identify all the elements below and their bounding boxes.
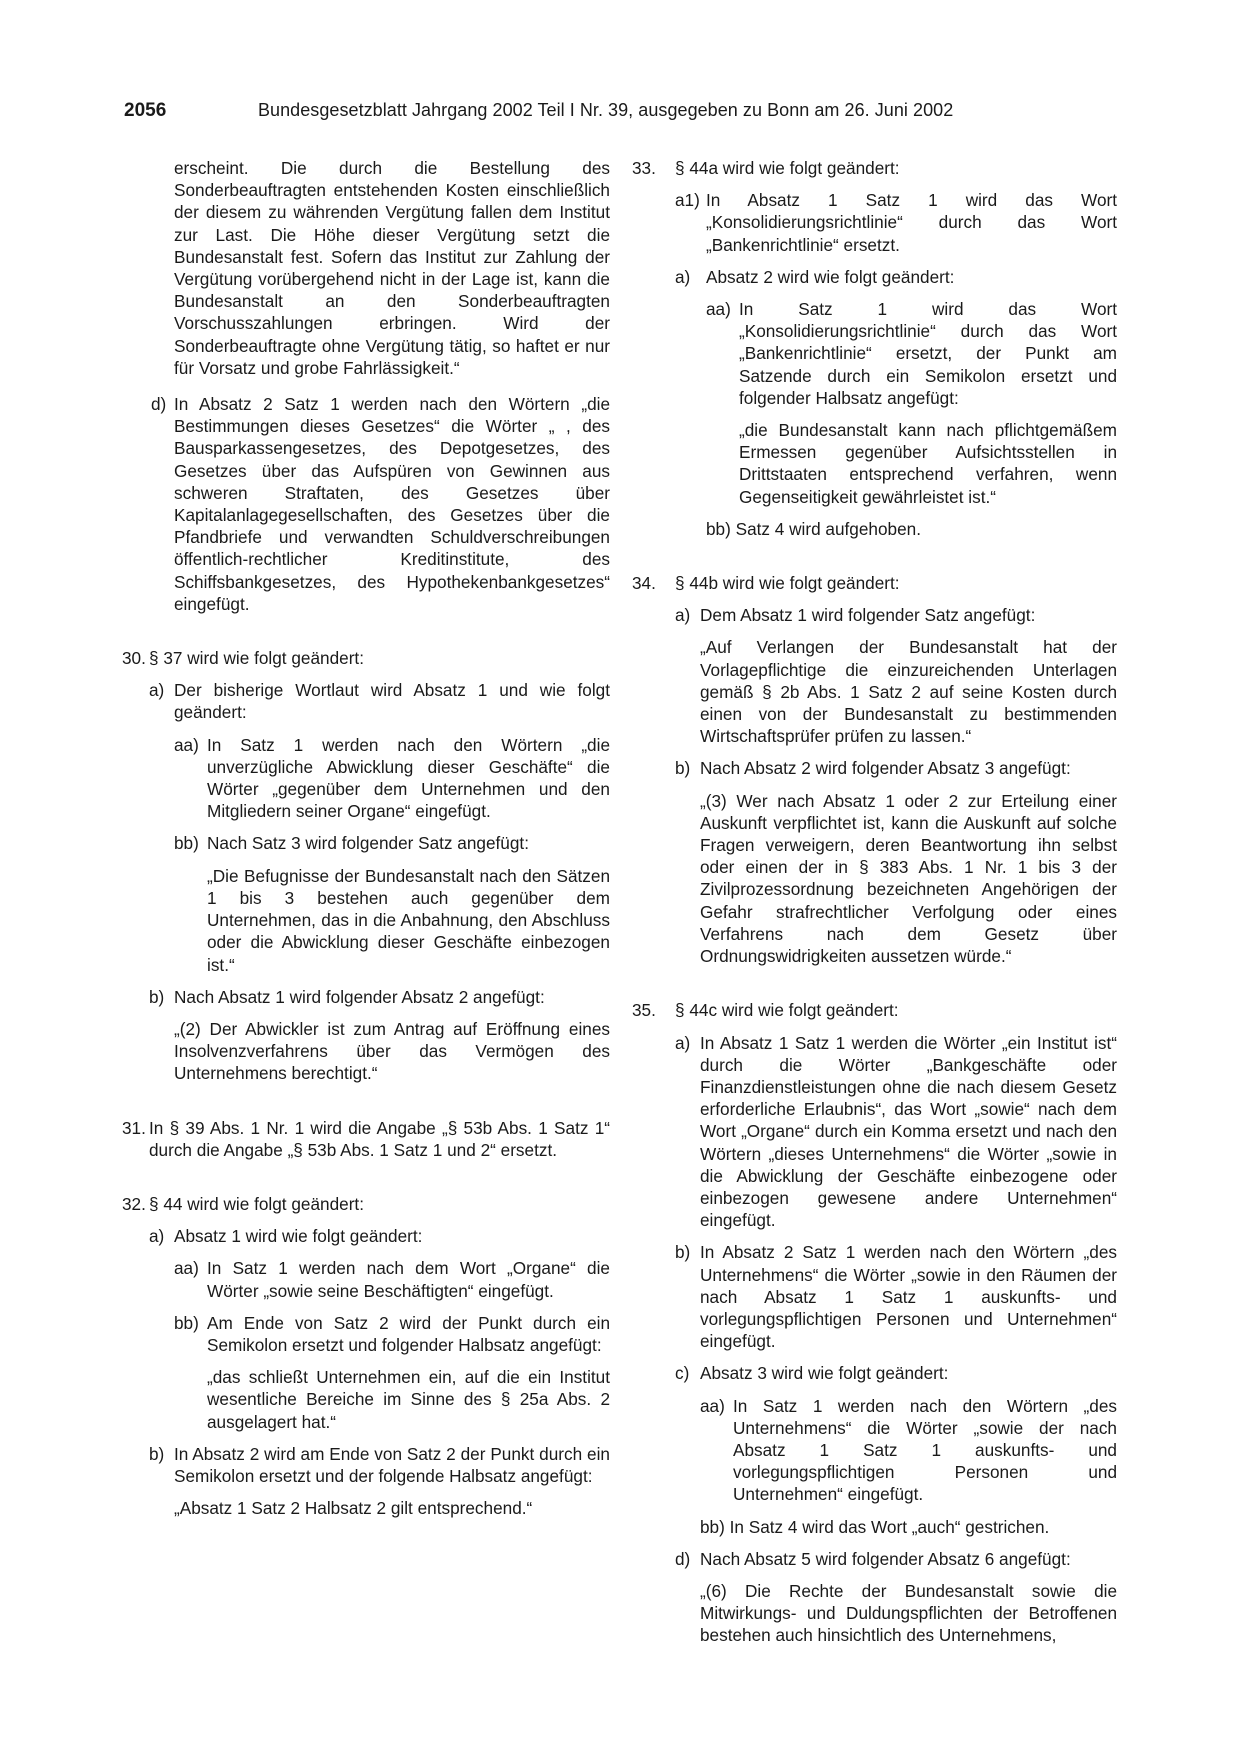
quoted-text: „(3) Wer nach Absatz 1 oder 2 zur Erteilung einer Auskunft verpflichtet ist, kann die Auskunft auf solche Fragen verweigern, deren Beantwortung ihn selbst oder einen der in § 383 Abs. 1 Nr. 1 bis 3 der Zivilprozessordnung bezeichneten Angehörigen der Gefahr strafrechtlicher Verfolgung oder eines Verfahrens nach dem Gesetz über Ordnungswidrigkeiten aussetzen würde.“	[700, 790, 1117, 967]
item-text: In Satz 1 werden nach den Wörtern „des Unternehmens“ die Wörter „sowie der nach Absatz 1 Satz 1 auskunfts- und vorlegungspflichtigen Personen und Unternehmen“ eingefügt.	[733, 1395, 1117, 1505]
item-35-c	[675, 1362, 1117, 1537]
item-label: a)	[675, 266, 691, 287]
quoted-text: „Auf Verlangen der Bundesanstalt hat der Vorlagepflichtige die einzureichenden Unterlagen gemäß § 2b Abs. 1 Satz 2 auf seine Kosten durch einen von der Bundesanstalt zu bestimmenden Wirtschaftsprüfer prüfen zu lassen.“	[700, 637, 1117, 747]
right-column	[632, 157, 1117, 1647]
item-30-a-aa	[174, 734, 610, 823]
item-text: In Absatz 2 Satz 1 werden nach den Wörtern „die Bestimmungen dieses Gesetzes“ die Wörter „ , des Bausparkassengesetzes, des Depotgesetzes, des Gesetzes über das Aufspüren von Gewinnen aus schweren Straftaten, des Gesetzes über Kapitalanlagegesellschaften, des Gesetzes über die Pfandbriefe und verwandten Schuldverschreibungen öffentlich-rechtlicher Kreditinstitute, des Schiffsbankgesetzes, des Hypothekenbankgesetzes“ eingefügt.	[174, 394, 610, 614]
item-label: c)	[675, 1363, 690, 1384]
item-30-b	[149, 986, 610, 1085]
item-text: § 44c wird wie folgt geändert:	[675, 1000, 899, 1021]
item-text: Der bisherige Wortlaut wird Absatz 1 und wie folgt geändert:	[174, 680, 610, 723]
item-label: b)	[675, 758, 691, 779]
item-35-a	[675, 1032, 1117, 1232]
item-text: Dem Absatz 1 wird folgender Satz angefügt:	[700, 605, 1036, 626]
item-35-d	[675, 1548, 1117, 1647]
item-30-a-bb	[174, 832, 610, 975]
item-label: d)	[675, 1548, 691, 1569]
item-32-a-aa	[174, 1257, 610, 1301]
item-33-a-bb	[706, 518, 1117, 540]
item-32	[122, 1193, 610, 1519]
item-label: a1)	[675, 190, 700, 211]
item-text: Nach Absatz 1 wird folgender Absatz 2 angefügt:	[174, 986, 545, 1007]
item-text: In Satz 1 wird das Wort „Konsolidierungsrichtlinie“ durch das Wort „Bankenrichtlinie“ ersetzt, der Punkt am Satzende durch ein Semikolon ersetzt und folgender Halbsatz angefügt:	[739, 299, 1117, 408]
item-text: In Absatz 1 Satz 1 werden die Wörter „ein Institut ist“ durch die Wörter „Bankgeschäfte oder Finanzdienstleistungen ohne die nach diesem Gesetz erforderliche Erlaubnis“, das Wort „sowie“ nach dem Wort „Organe“ durch ein Komma ersetzt und nach den Wörtern „dieses Unternehmens“ die Wörter „sowie in die Abwicklung der Geschäfte einbezogene oder einbezogen gewesene andere Unternehmen“ eingefügt.	[700, 1032, 1117, 1231]
item-text: Absatz 3 wird wie folgt geändert:	[700, 1363, 949, 1384]
item-label: b)	[149, 986, 165, 1007]
item-number: 30.	[122, 648, 146, 669]
item-text: § 44 wird wie folgt geändert:	[149, 1193, 364, 1214]
quoted-text: „Die Befugnisse der Bundesanstalt nach den Sätzen 1 bis 3 bestehen auch gegenüber dem Unternehmen, das in die Anbahnung, den Abschluss oder die Abwicklung dieser Geschäfte einbezogen ist.“	[207, 865, 610, 975]
item-label: aa)	[700, 1395, 725, 1416]
item-text	[706, 518, 1117, 540]
quoted-text: „(2) Der Abwickler ist zum Antrag auf Eröffnung eines Insolvenzverfahrens über das Vermögen des Unternehmens berechtigt.“	[174, 1018, 610, 1084]
item-34	[632, 572, 1117, 967]
item-label: bb)	[174, 833, 199, 854]
item-35-c-bb	[700, 1516, 1117, 1538]
item-32-b	[149, 1443, 610, 1520]
item-label: a)	[149, 680, 165, 701]
item-text: In Absatz 2 Satz 1 werden nach den Wörtern „des Unternehmens“ die Wörter „sowie in den Räumen der nach Absatz 1 Satz 1 auskunfts- und vorlegungspflichtigen Personen und Unternehmen“ eingefügt.	[700, 1242, 1117, 1352]
item-text: In Satz 1 werden nach dem Wort „Organe“ die Wörter „sowie seine Beschäftigten“ eingefügt.	[207, 1258, 610, 1301]
item-33-a	[675, 266, 1117, 540]
item-35-c-aa	[700, 1395, 1117, 1506]
item-33	[632, 157, 1117, 540]
item-text: In § 39 Abs. 1 Nr. 1 wird die Angabe „§ 53b Abs. 1 Satz 1“ durch die Angabe „§ 53b Abs. 1 Satz 1 und 2“ ersetzt.	[149, 1117, 610, 1160]
item-30	[122, 647, 610, 1084]
item-label: bb)	[706, 518, 731, 539]
left-column	[122, 157, 610, 1519]
item-35-b	[675, 1241, 1117, 1352]
item-text: § 44b wird wie folgt geändert:	[675, 573, 900, 594]
item-text: Absatz 1 wird wie folgt geändert:	[174, 1226, 423, 1247]
item-text: Nach Absatz 2 wird folgender Absatz 3 angefügt:	[700, 758, 1071, 779]
item-text: Absatz 2 wird wie folgt geändert:	[706, 266, 955, 287]
item-number: 32.	[122, 1193, 146, 1214]
item-text: In Satz 1 werden nach den Wörtern „die unverzügliche Abwicklung dieser Geschäfte“ die Wörter „gegenüber dem Unternehmen und den Mitgliedern seiner Organe“ eingefügt.	[207, 734, 610, 822]
item-33-a-aa	[706, 298, 1117, 508]
item-text: § 37 wird wie folgt geändert:	[149, 648, 364, 669]
item-label: a)	[149, 1226, 165, 1247]
item-label: a)	[675, 1032, 691, 1053]
item-32-a	[149, 1225, 610, 1433]
left-item-d	[125, 393, 610, 615]
item-text-content: Satz 4 wird aufgehoben.	[735, 518, 921, 539]
item-label: aa)	[706, 299, 731, 320]
item-34-a	[675, 604, 1117, 747]
item-label: a)	[675, 605, 691, 626]
item-label: aa)	[174, 734, 199, 755]
continued-paragraph: erscheint. Die durch die Bestellung des Sonderbeauftragten entstehenden Kosten einschließlich der diesem zu währenden Vergütung fallen dem Institut zur Last. Die Höhe dieser Vergütung setzt die Bundesanstalt fest. Sofern das Institut zur Zahlung der Vergütung vorübergehend nicht in der Lage ist, kann die Bundesanstalt an den Sonderbeauftragten Vorschusszahlungen erbringen. Wird der Sonderbeauftragte ohne Vergütung tätig, so haftet er nur für Vorsatz und grobe Fahrlässigkeit.“	[174, 158, 610, 378]
item-text: Am Ende von Satz 2 wird der Punkt durch ein Semikolon ersetzt und folgender Halbsatz angefügt:	[207, 1312, 610, 1355]
item-number: 35.	[632, 1000, 656, 1021]
item-number: 31.	[122, 1117, 146, 1138]
item-label: bb)	[174, 1312, 199, 1333]
item-34-b	[675, 757, 1117, 967]
item-label: b)	[149, 1443, 165, 1464]
item-text: Nach Satz 3 wird folgender Satz angefügt:	[207, 833, 529, 854]
running-head: Bundesgesetzblatt Jahrgang 2002 Teil I Nr. 39, ausgegeben zu Bonn am 26. Juni 2002	[258, 100, 954, 120]
quoted-text: „(6) Die Rechte der Bundesanstalt sowie die Mitwirkungs- und Duldungspflichten der Betroffenen bestehen auch hinsichtlich des Unternehmens,	[700, 1580, 1117, 1646]
item-text: Nach Absatz 5 wird folgender Absatz 6 angefügt:	[700, 1548, 1071, 1569]
item-label: bb)	[700, 1516, 725, 1537]
item-text: In Absatz 2 wird am Ende von Satz 2 der Punkt durch ein Semikolon ersetzt und der folgende Halbsatz angefügt:	[174, 1443, 610, 1486]
item-33-a1	[675, 189, 1117, 256]
item-32-a-bb	[174, 1312, 610, 1433]
quoted-text: „Absatz 1 Satz 2 Halbsatz 2 gilt entsprechend.“	[174, 1498, 533, 1519]
item-text	[700, 1516, 1117, 1538]
page-number: 2056	[124, 100, 167, 121]
item-35	[632, 999, 1117, 1646]
item-label: d)	[151, 394, 167, 415]
item-text: § 44a wird wie folgt geändert:	[675, 158, 900, 178]
item-text-content: In Satz 4 wird das Wort „auch“ gestrichen.	[729, 1516, 1050, 1537]
page-header	[120, 100, 1120, 130]
item-31	[122, 1117, 610, 1161]
quoted-text: „das schließt Unternehmen ein, auf die ein Institut wesentliche Bereiche im Sinne des § 25a Abs. 2 ausgelagert hat.“	[207, 1367, 610, 1432]
quoted-text: „die Bundesanstalt kann nach pflichtgemäßem Ermessen gegenüber Aufsichtsstellen in Drittstaaten entsprechend verfahren, wenn Gegenseitigkeit gewährleistet ist.“	[739, 420, 1117, 507]
item-number: 33.	[632, 158, 656, 178]
item-30-a	[149, 679, 610, 975]
item-label: b)	[675, 1242, 691, 1263]
item-text: In Absatz 1 Satz 1 wird das Wort „Konsolidierungsrichtlinie“ durch das Wort „Bankenrichtlinie“ ersetzt.	[706, 190, 1117, 255]
item-label: aa)	[174, 1258, 199, 1279]
item-number: 34.	[632, 573, 656, 594]
